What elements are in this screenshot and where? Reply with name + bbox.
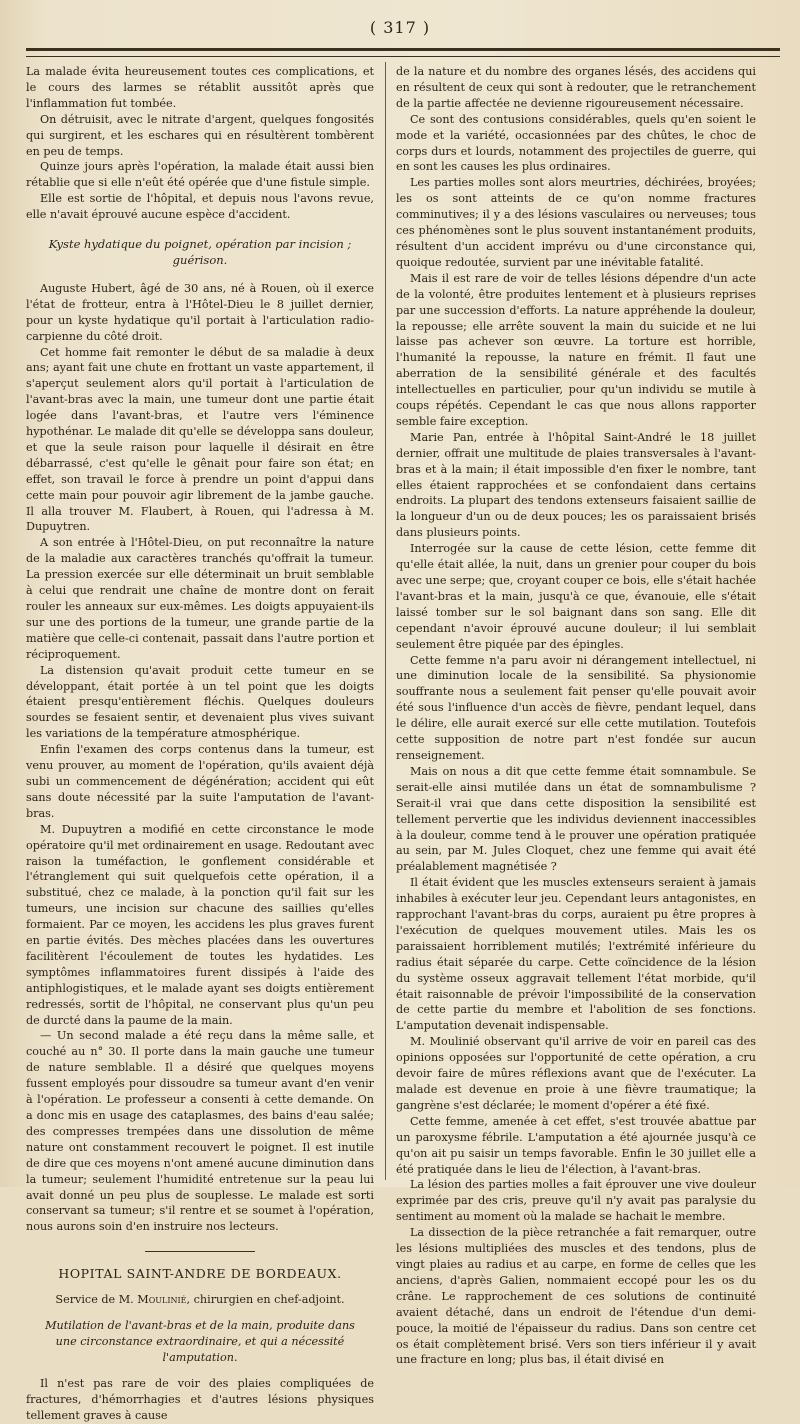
paragraph: Cette femme n'a paru avoir ni dérangement intellectuel, ni une diminution locale de la sensibilité. Sa physionomie souffrante nous a seulement fait penser qu'elle pouvait avoir été sous l'influence d'un accès de fièvre, pendant lequel, dans le délire, elle aurait exercé sur elle cette mutilation. Toutefois cette supposition de notre part n'est fondée sur aucun renseignement.: [396, 653, 756, 762]
paragraph: Les parties molles sont alors meurtries, déchirées, broyées; les os sont atteints de ce qu'on nomme fractures comminutives; il y a des lésions vasculaires ou nerveuses; tous ces phénomènes sont le plus souvent instantanément produits, résultent d'un accident imprévu ou d'une circonstance qui, quoique redoutée, survient par une inévitable fatalité.: [396, 176, 756, 269]
column-divider: [385, 62, 386, 1180]
paragraph: Cette femme, amenée à cet effet, s'est trouvée abattue par un paroxysme fébrile. L'amputation a été ajournée jusqu'à ce qu'on ait pu saisir un temps favorable. Enfin le 30 juillet elle a été pratiquée dans le lieu de l'élection, à l'avant-bras.: [396, 1114, 756, 1176]
left-column: [26, 64, 374, 1422]
paragraph: Mais on nous a dit que cette femme était somnambule. Se serait-elle ainsi mutilée dans un état de somnambulisme ? Serait-il vrai que dans cette disposition la sensibilité est tellement pervertie que les individus deviennent inaccessibles à la douleur, comme tend à le prouver une opération pratiquée au sein, par M. Jules Cloquet, chez une femme qui avait été préalablement magnétisée ?: [396, 764, 756, 874]
paragraph: Interrogée sur la cause de cette lésion, cette femme dit qu'elle était allée, la nuit, dans un grenier pour couper du bois avec une serpe; que, croyant couper ce bois, elle s'était hachée l'avant-bras et la main, jusqu'à ce que, évanouie, elle s'était laissé tomber sur le sol baignant dans son sang. Elle dit cependant n'avoir éprouvé aucune douleur; il lui semblait seulement être piquée par des épingles.: [396, 542, 756, 651]
paragraph: Marie Pan, entrée à l'hôpital Saint-André le 18 juillet dernier, offrait une multitude de plaies transversales à l'avant-bras et à la main; il était impossible d'en fixer le nombre, tant elles étaient rapprochées et se confondaient dans certains endroits. La plupart des tendons extenseurs faisaient saillie de la longueur d'un ou de deux pouces; les os paraissaient brisés dans plusieurs points.: [396, 430, 756, 540]
service-line: [26, 1292, 374, 1308]
paragraph: Auguste Hubert, âgé de 30 ans, né à Rouen, où il exerce l'état de frotteur, entra à l'Hôtel-Dieu le 8 juillet dernier, pour un kyste hydatique qu'il portait à l'articulation radio-carpienne du côté droit.: [26, 281, 374, 343]
paragraph: La distension qu'avait produit cette tumeur en se développant, était portée à un tel point que les doigts étaient presqu'entièrement fléchis. Quelques douleurs sourdes se fesaient sentir, et devenaient plus vives suivant les variations de la température atmosphérique.: [26, 663, 374, 741]
paragraph: A son entrée à l'Hôtel-Dieu, on put reconnaître la nature de la maladie aux caractères tranchés qu'offrait la tumeur. La pression exercée sur elle déterminait un bruit semblable à celui que rendrait une chaîne de montre dont on ferait rouler les anneaux sur eux-mêmes. Les doigts appuyaient-ils sur une des portions de la tumeur, une grande partie de la matière que celle-ci contenait, passait dans l'autre portion et réciproquement.: [26, 536, 374, 661]
header-rule: [26, 48, 780, 57]
paragraph: — Un second malade a été reçu dans la même salle, et couché au n° 30. Il porte dans la main gauche une tumeur de nature semblable. Il a désiré que quelques moyens fussent employés pour dissoudre sa tumeur avant d'en venir à l'opération. Le professeur a consenti à cette demande. On a donc mis en usage des cataplasmes, des bains d'eau salée; des compresses trempées dans une dissolution de même nature ont constamment recouvert le poignet. Il est inutile de dire que ces moyens n'ont amené aucune diminution dans la tumeur; seulement l'humidité entretenue sur la peau lui avait donné un peu plus de souplesse. Le malade est sorti conservant sa tumeur; s'il rentre et se soumet à l'opération, nous aurons soin d'en instruire nos lecteurs.: [26, 1029, 374, 1234]
surgeon-name: Moulinié: [137, 1293, 187, 1307]
paragraph: Il n'est pas rare de voir des plaies compliquées de fractures, d'hémorrhagies et d'autres lésions physiques tellement graves à cause: [26, 1376, 374, 1422]
service-prefix: Service de M.: [55, 1293, 138, 1307]
case-title: Mutilation de l'avant-bras et de la main, produite dans une circonstance extraordinaire, et qui a nécessité l'amputation.: [45, 1319, 355, 1364]
paragraph: La malade évita heureusement toutes ces complications, et le cours des larmes se rétablit aussitôt après que l'inflammation fut tombée.: [26, 65, 374, 110]
paragraph: Quinze jours après l'opération, la malade était aussi bien rétablie que si elle n'eût été opérée que d'une fistule simple.: [26, 160, 374, 190]
paragraph: Mais il est rare de voir de telles lésions dépendre d'un acte de la volonté, être produites lentement et à plusieurs reprises par une succession d'efforts. La nature appréhende la douleur, la repousse; elle arrête souvent la main du suicide et ne lui laisse pas achever son œuvre. La torture est horrible, l'humanité la repousse, la nature en frémit. Il faut une aberration de la sensibilité générale et des facultés intellectuelles en particulier, pour qu'un individu se mutile à coups répétés. Cependant le cas que nous allons rapporter semble faire exception.: [396, 271, 756, 428]
paragraph: M. Dupuytren a modifié en cette circonstance le mode opératoire qu'il met ordinairement en usage. Redoutant avec raison la tuméfaction, le gonflement considérable et l'étranglement qui suit quelquefois cette opération, il a substitué, chez ce malade, à la ponction qu'il fait sur les tumeurs, une incision sur chacune des saillies qu'elles formaient. Par ce moyen, les accidens les plus graves furent en partie évités. Des mèches placées dans les ouvertures facilitèrent l'écoulement de toutes les hydatides. Les symptômes inflammatoires furent dissipés à l'aide des antiphlogistiques, et le malade ayant ses doigts entièrement redressés, sortit de l'hôpital, ne conservant plus qu'un peu de durcté dans la paume de la main.: [26, 822, 374, 1027]
paragraph: Il était évident que les muscles extenseurs seraient à jamais inhabiles à exécuter leur jeu. Cependant leurs antagonistes, en rapprochant l'avant-bras du corps, auraient pu être propres à l'exécution de quelques mouvement utiles. Mais les os paraissaient horriblement mutilés; l'extrémité inférieure du radius était séparée du carpe. Cette coïncidence de la lésion du système osseux aggravait tellement l'état morbide, qu'il était raisonnable de prévoir l'impossibilité de la conservation de cette partie du membre et l'abolition de ses fonctions. L'amputation devenait indispensable.: [396, 876, 756, 1033]
case-title: Kyste hydatique du poignet, opération par incision ; guérison.: [48, 237, 352, 267]
paragraph: Cet homme fait remonter le début de sa maladie à deux ans; ayant fait une chute en frottant un vaste appartement, il s'aperçut seulement alors qu'il portait à l'articulation de l'avant-bras avec la main, une tumeur dont une partie était logée dans l'avant-bras, et l'autre vers l'éminence hypothénar. Le malade dit qu'elle se développa sans douleur, et que la seule raison pour laquelle il désirait en être débarrassé, c'est qu'elle le gênait pour faire son état; en effet, son travail le force à prendre un point d'appui dans cette main pour pouvoir agir librement de la jambe gauche. Il alla trouver M. Flaubert, à Rouen, qui l'adressa à M. Dupuytren.: [26, 345, 374, 534]
paragraph: La lésion des parties molles a fait éprouver une vive douleur exprimée par des cris, preuve qu'il n'y avait pas paralysie du sentiment au moment où la malade se hachait le membre.: [396, 1178, 756, 1224]
paragraph: Enfin l'examen des corps contenus dans la tumeur, est venu prouver, au moment de l'opération, qu'ils avaient déjà subi un commencement de dégénération; accident qui eût sans doute nécessité par la suite l'amputation de l'avant-bras.: [26, 743, 374, 820]
page-number: ( 317 ): [369, 18, 431, 37]
paragraph: Ce sont des contusions considérables, quels qu'en soient le mode et la variété, occasionnées par des chûtes, le choc de corps durs et lourds, notamment des projectiles de guerre, qui en sont les causes les plus ordinaires.: [396, 112, 756, 174]
paragraph: On détruisit, avec le nitrate d'argent, quelques fongosités qui surgirent, et les eschares qui en résultèrent tombèrent en peu de temps.: [26, 112, 374, 158]
paragraph: La dissection de la pièce retranchée a fait remarquer, outre les lésions multipliées des muscles et des tendons, plus de vingt plaies au radius et au carpe, en forme de celles que les anciens, d'après Galien, nommaient eccopé pour les os du crâne. Le rapprochement de ces solutions de continuité avaient détaché, dans un endroit de l'étendue d'un demi-pouce, la moitié de l'épaisseur du radius. Dans son centre cet os était complètement brisé. Vers son tiers inférieur il y avait une fracture en long; plus bas, il était divisé en: [396, 1226, 756, 1367]
paragraph: Elle est sortie de l'hôpital, et depuis nous l'avons revue, elle n'avait éprouvé aucune espèce d'accident.: [26, 192, 374, 222]
hospital-heading: HOPITAL SAINT-ANDRE DE BORDEAUX.: [58, 1266, 342, 1282]
paragraph: de la nature et du nombre des organes lésés, des accidens qui en résultent de ceux qui sont à redouter, que le retranchement de la partie affectée ne devienne rigoureusement nécessaire.: [396, 65, 756, 110]
section-divider: [145, 1251, 255, 1252]
service-suffix: , chirurgien en chef-adjoint.: [186, 1293, 345, 1307]
paragraph: M. Moulinié observant qu'il arrive de voir en pareil cas des opinions opposées sur l'opportunité de cette opération, a cru devoir faire de mûres réflexions avant que de l'exécuter. La malade est devenue en proie à une fièvre traumatique; la gangrène s'est déclarée; le moment d'opérer a été fixé.: [396, 1035, 756, 1112]
right-column: [396, 64, 756, 1367]
